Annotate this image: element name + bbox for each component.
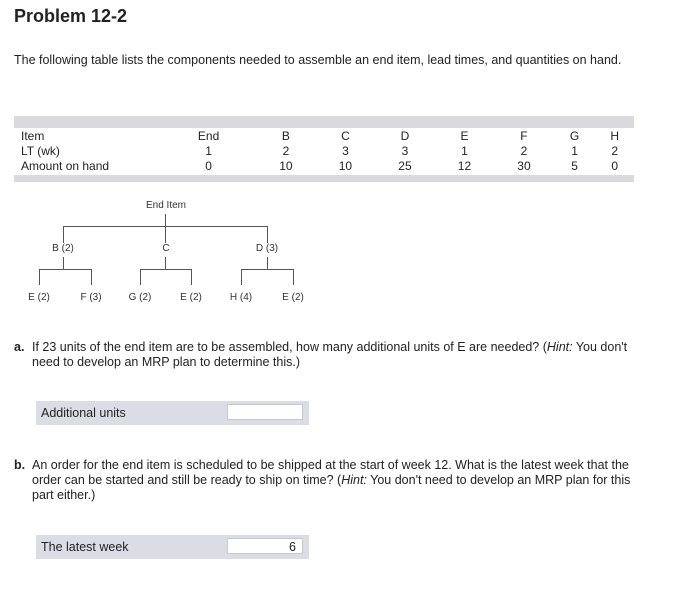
- table-cell: D: [400, 128, 410, 143]
- question-text-part: You don't need to develop an MRP plan for this part either.): [32, 473, 631, 502]
- answer-label: Additional units: [41, 406, 126, 420]
- table-cell: 0: [205, 158, 212, 173]
- question-text: [32, 340, 636, 370]
- components-table: [14, 116, 634, 182]
- table-cell: 10: [279, 158, 293, 173]
- question-letter: b.: [14, 458, 26, 472]
- table-cell: E: [460, 128, 469, 143]
- table-cell: 0: [611, 158, 619, 173]
- tree-line: [165, 214, 166, 226]
- table-cell: 2: [520, 143, 528, 158]
- table-cell: 1: [571, 143, 578, 158]
- table-row-on-hand: [14, 158, 634, 173]
- tree-node-e: E (2): [28, 292, 50, 303]
- table-cell: 30: [517, 158, 531, 173]
- table-cell: 1: [461, 143, 468, 158]
- question-letter: a.: [14, 340, 25, 354]
- tree-node-root: End Item: [145, 200, 187, 211]
- tree-line: [39, 269, 40, 285]
- tree-line: [241, 269, 294, 270]
- hint-label: Hint:: [341, 473, 367, 487]
- tree-node-e: E (2): [180, 292, 202, 303]
- table-cell: F: [520, 128, 528, 143]
- problem-intro: The following table lists the components needed to assemble an end item, lead times, and quantities on hand.: [14, 53, 622, 67]
- question-text-part: An order for the end item is scheduled to be shipped at the start of week 12. What is the latest week that the order can be started and still be ready to ship on time? (: [32, 458, 629, 487]
- tree-line: [39, 269, 92, 270]
- table-cell: 3: [342, 143, 349, 158]
- tree-node-e: E (2): [282, 292, 304, 303]
- table-row-item: [14, 128, 634, 143]
- latest-week-row: [36, 535, 309, 559]
- table-cell: 5: [571, 158, 578, 173]
- row-label: Amount on hand: [21, 158, 110, 173]
- table-cell: 3: [401, 143, 409, 158]
- question-b: [14, 458, 636, 503]
- tree-line: [165, 226, 166, 244]
- table-cell: 2: [611, 143, 619, 158]
- product-structure-tree: [0, 190, 340, 320]
- row-label: LT (wk): [21, 143, 60, 158]
- tree-line: [63, 226, 64, 244]
- table-cell: 2: [282, 143, 290, 158]
- tree-line: [91, 269, 92, 285]
- problem-title: Problem 12-2: [14, 6, 128, 26]
- tree-line: [241, 269, 242, 285]
- tree-line: [63, 257, 64, 269]
- table-cell: C: [341, 128, 350, 143]
- tree-node-g: G (2): [128, 292, 152, 303]
- tree-node-d: D (3): [255, 243, 279, 254]
- additional-units-row: [36, 401, 309, 425]
- tree-line: [140, 269, 192, 270]
- hint-label: Hint:: [546, 340, 573, 354]
- table-row-lt: [14, 143, 634, 158]
- tree-line: [293, 269, 294, 285]
- tree-node-f: F (3): [80, 292, 102, 303]
- tree-node-c: C: [162, 243, 170, 254]
- tree-line: [165, 257, 166, 269]
- table-bottom-bar: [14, 175, 634, 182]
- question-a: [14, 340, 636, 370]
- question-text: [32, 458, 636, 503]
- question-text-part: You don't need to develop an MRP plan to determine this.): [32, 340, 628, 369]
- table-top-bar: [14, 116, 634, 128]
- tree-line: [267, 257, 268, 269]
- table-cell: 25: [398, 158, 412, 173]
- row-label: Item: [21, 128, 45, 143]
- tree-node-b: B (2): [52, 243, 74, 254]
- answer-label: The latest week: [41, 540, 129, 554]
- table-cell: End: [197, 128, 220, 143]
- tree-node-h: H (4): [229, 292, 253, 303]
- table-cell: H: [610, 128, 620, 143]
- table-cell: 10: [338, 158, 353, 173]
- table-cell: B: [281, 128, 290, 143]
- question-text-part: If 23 units of the end item are to be assembled, how many additional units of E are needed? (: [32, 340, 547, 354]
- tree-line: [191, 269, 192, 285]
- table-cell: 12: [457, 158, 472, 173]
- table-cell: 1: [205, 143, 212, 158]
- latest-week-input[interactable]: 6: [227, 538, 303, 554]
- tree-line: [267, 226, 268, 244]
- tree-line: [140, 269, 141, 285]
- additional-units-input[interactable]: [227, 404, 303, 420]
- table-cell: G: [569, 128, 580, 143]
